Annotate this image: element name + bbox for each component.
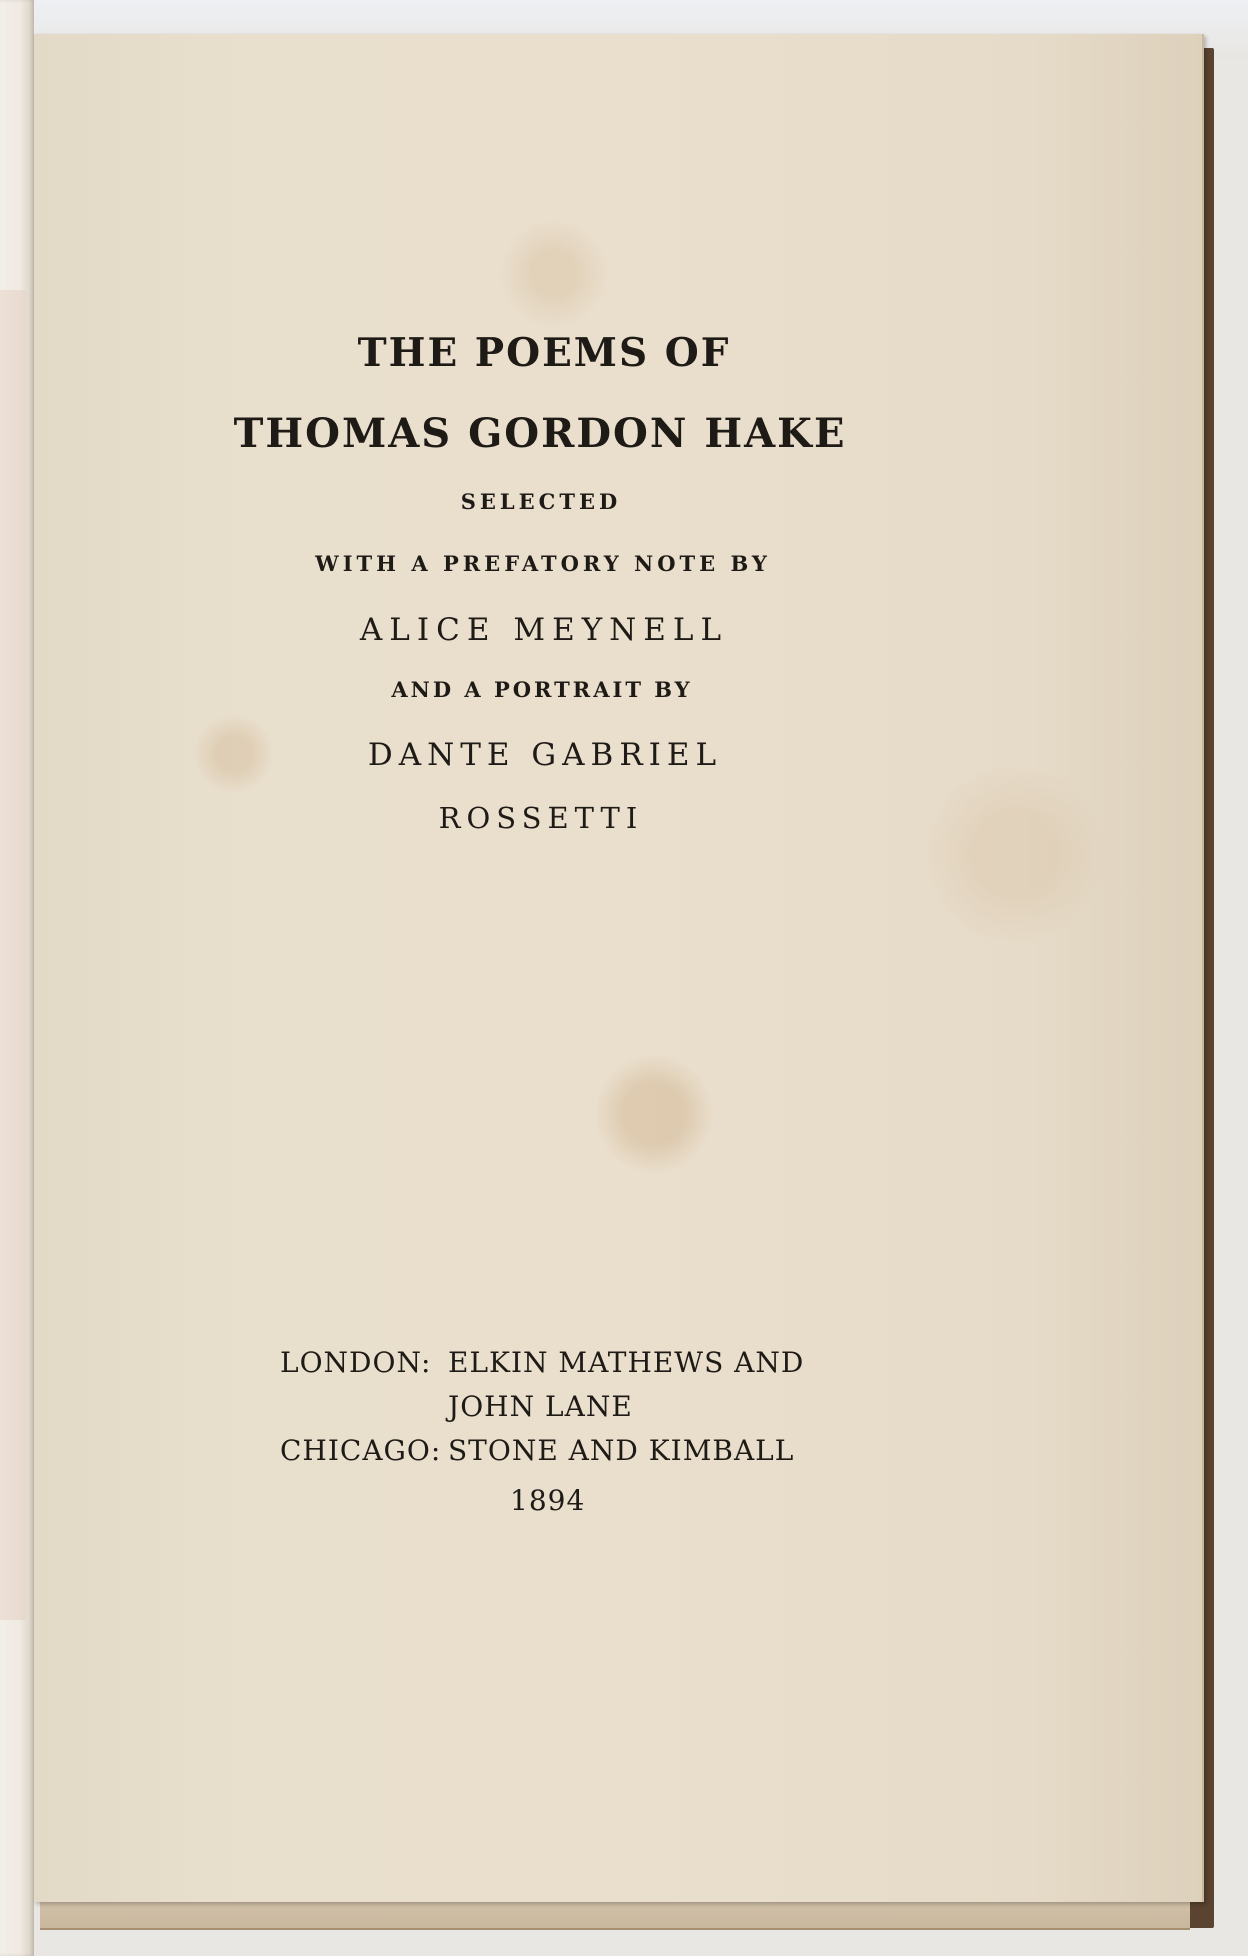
title-block (34, 34, 1202, 1902)
portrait-line: AND A PORTRAIT BY (391, 677, 693, 702)
imprint-london-label: LONDON: (280, 1346, 432, 1379)
artist-name-line-1: DANTE GABRIEL (367, 737, 723, 773)
title-line-1: THE POEMS OF (357, 330, 731, 376)
left-page-stain (0, 290, 26, 1620)
artist-name-line-2: ROSSETTI (438, 801, 644, 835)
title-page (34, 34, 1204, 1902)
imprint-year: 1894 (510, 1484, 586, 1517)
editor-name: ALICE MEYNELL (359, 612, 729, 648)
selected-line: SELECTED (460, 489, 622, 514)
imprint-chicago-publisher: STONE AND KIMBALL (448, 1434, 795, 1467)
title-line-2: THOMAS GORDON HAKE (233, 410, 847, 457)
imprint-chicago-label: CHICAGO: (280, 1434, 442, 1467)
imprint-london-publisher-1: ELKIN MATHEWS AND (448, 1346, 805, 1379)
prefatory-note-line: WITH A PREFATORY NOTE BY (315, 551, 771, 576)
imprint-london-publisher-2: JOHN LANE (448, 1390, 633, 1423)
